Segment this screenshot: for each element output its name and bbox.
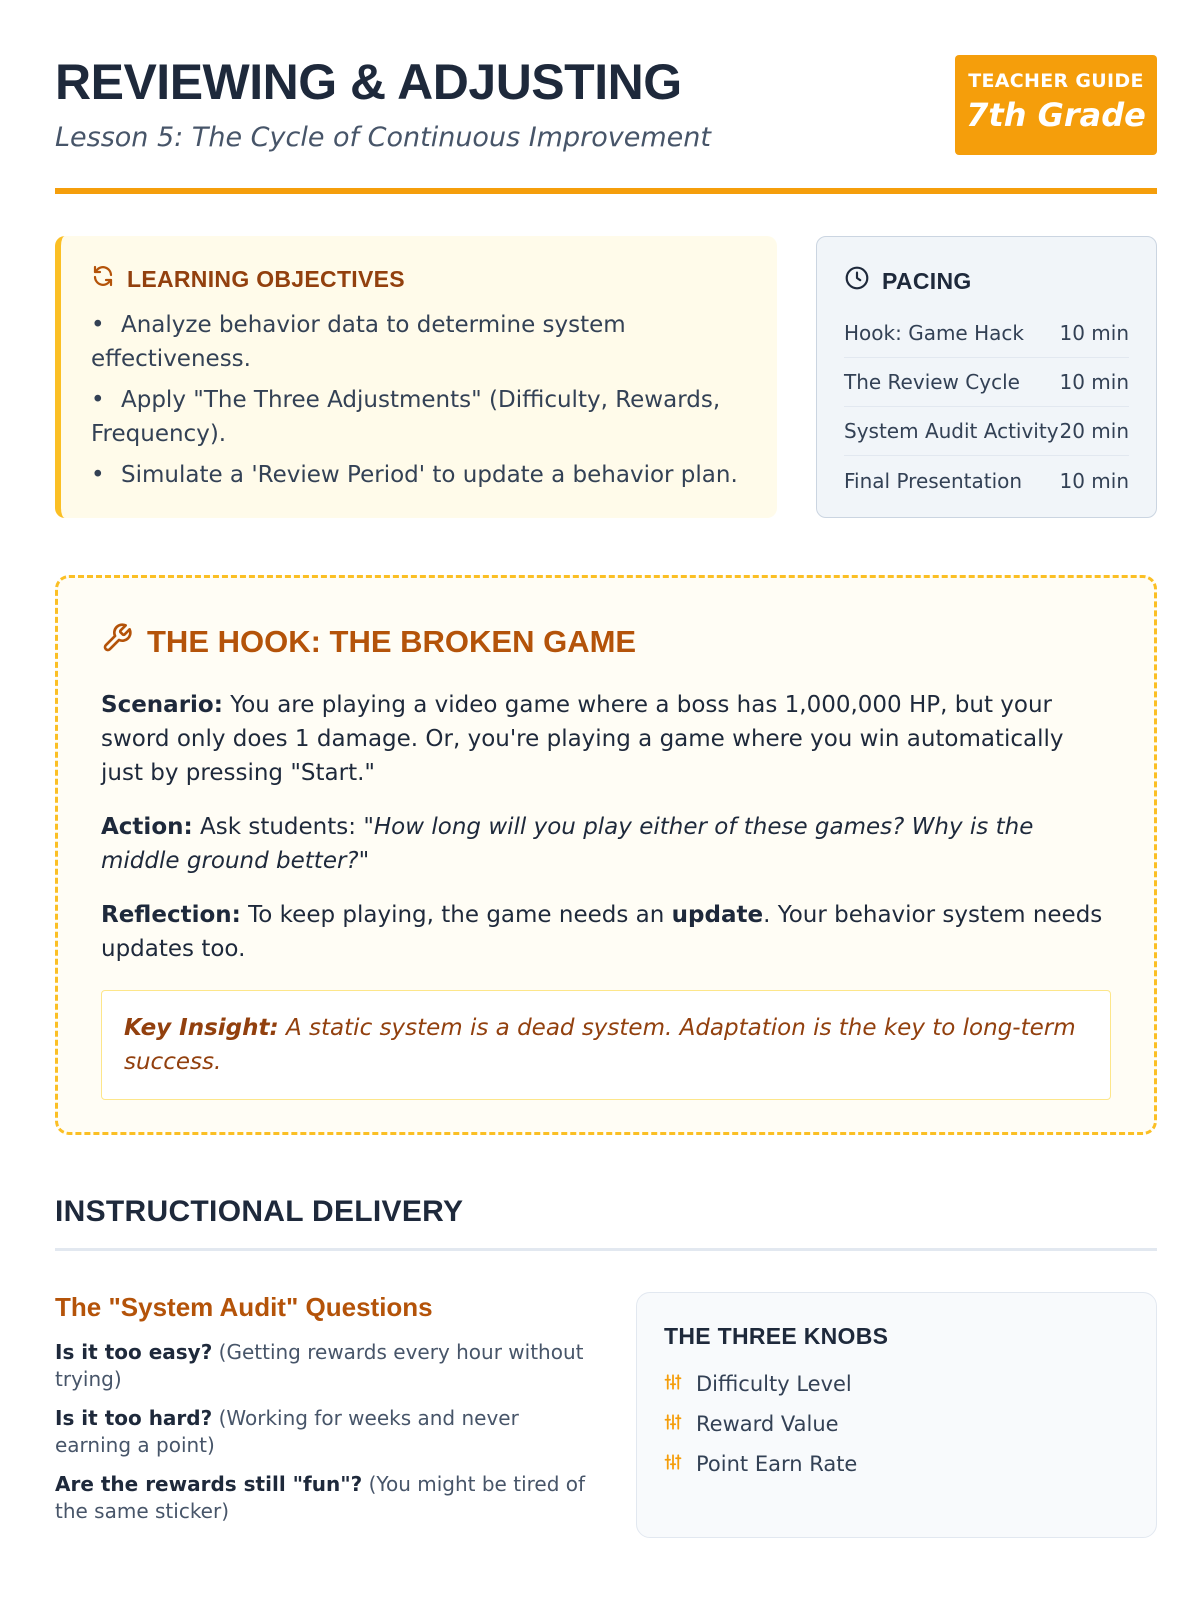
page-title: REVIEWING & ADJUSTING — [55, 54, 682, 110]
audit-questions — [55, 1292, 595, 1537]
pacing-activity: Hook: Game Hack — [844, 321, 1024, 345]
pacing-title: PACING — [882, 267, 972, 294]
badge-grade: 7th Grade — [966, 96, 1146, 134]
pacing-heading — [844, 265, 1129, 297]
audit-title: The "System Audit" Questions — [55, 1292, 433, 1322]
section-divider — [55, 1248, 1157, 1251]
section-title: INSTRUCTIONAL DELIVERY — [55, 1195, 464, 1228]
pacing-table — [844, 309, 1129, 505]
pacing-card — [816, 236, 1157, 518]
header-divider — [55, 188, 1157, 194]
pacing-row — [844, 407, 1129, 456]
knob-label: Point Earn Rate — [696, 1452, 858, 1476]
knob-item — [664, 1404, 1129, 1444]
learning-objectives-card — [55, 236, 777, 518]
audit-question: Is it too easy? (Getting rewards every hour without trying) — [55, 1340, 584, 1391]
three-knobs-card — [636, 1292, 1157, 1538]
knob-item — [664, 1364, 1129, 1404]
pacing-time: 10 min — [1059, 321, 1129, 345]
objectives-heading — [91, 264, 747, 294]
pacing-activity: The Review Cycle — [844, 370, 1020, 394]
pacing-time: 20 min — [1059, 419, 1129, 443]
pacing-row — [844, 309, 1129, 358]
hook-heading — [101, 622, 1111, 662]
scenario-paragraph: Scenario: You are playing a video game where a boss has 1,000,000 HP, but your sword only does 1 damage. Or, you're playing a game where you win automatically just by pressing "Start." — [101, 692, 1064, 786]
refresh-icon — [91, 264, 115, 294]
wrench-icon — [101, 622, 133, 662]
list-item: • Analyze behavior data to determine system effectiveness. — [91, 312, 626, 372]
list-item: • Simulate a 'Review Period' to update a behavior plan. — [91, 462, 738, 488]
list-item: • Apply "The Three Adjustments" (Difficulty, Rewards, Frequency). — [91, 387, 721, 447]
pacing-row — [844, 456, 1129, 505]
sliders-icon — [664, 1452, 682, 1476]
badge-label: TEACHER GUIDE — [968, 70, 1144, 92]
page-subtitle: Lesson 5: The Cycle of Continuous Improvement — [55, 122, 711, 153]
objectives-list — [91, 308, 747, 492]
clock-icon — [844, 265, 870, 297]
hook-card — [55, 575, 1157, 1135]
sliders-icon — [664, 1372, 682, 1396]
knob-label: Reward Value — [696, 1412, 839, 1436]
page-header — [55, 50, 1157, 195]
audit-question: Is it too hard? (Working for weeks and never earning a point) — [55, 1406, 519, 1457]
key-insight-box: Key Insight: A static system is a dead system. Adaptation is the key to long-term success. — [101, 990, 1111, 1100]
knobs-title: THE THREE KNOBS — [664, 1323, 889, 1349]
pacing-row — [844, 358, 1129, 407]
grade-badge — [955, 55, 1157, 155]
reflection-paragraph: Reflection: To keep playing, the game needs an update. Your behavior system needs updates too. — [101, 902, 1103, 962]
pacing-time: 10 min — [1059, 370, 1129, 394]
objectives-title: LEARNING OBJECTIVES — [127, 265, 405, 292]
audit-question: Are the rewards still "fun"? (You might be tired of the same sticker) — [55, 1472, 586, 1523]
action-paragraph: Action: Ask students: "How long will you play either of these games? Why is the middle ground better?" — [101, 814, 1034, 874]
sliders-icon — [664, 1412, 682, 1436]
knob-label: Difficulty Level — [696, 1372, 852, 1396]
pacing-activity: Final Presentation — [844, 468, 1023, 493]
pacing-activity: System Audit Activity — [844, 419, 1059, 443]
pacing-time: 10 min — [1059, 468, 1129, 493]
knob-item — [664, 1444, 1129, 1484]
hook-title: THE HOOK: THE BROKEN GAME — [147, 624, 637, 659]
